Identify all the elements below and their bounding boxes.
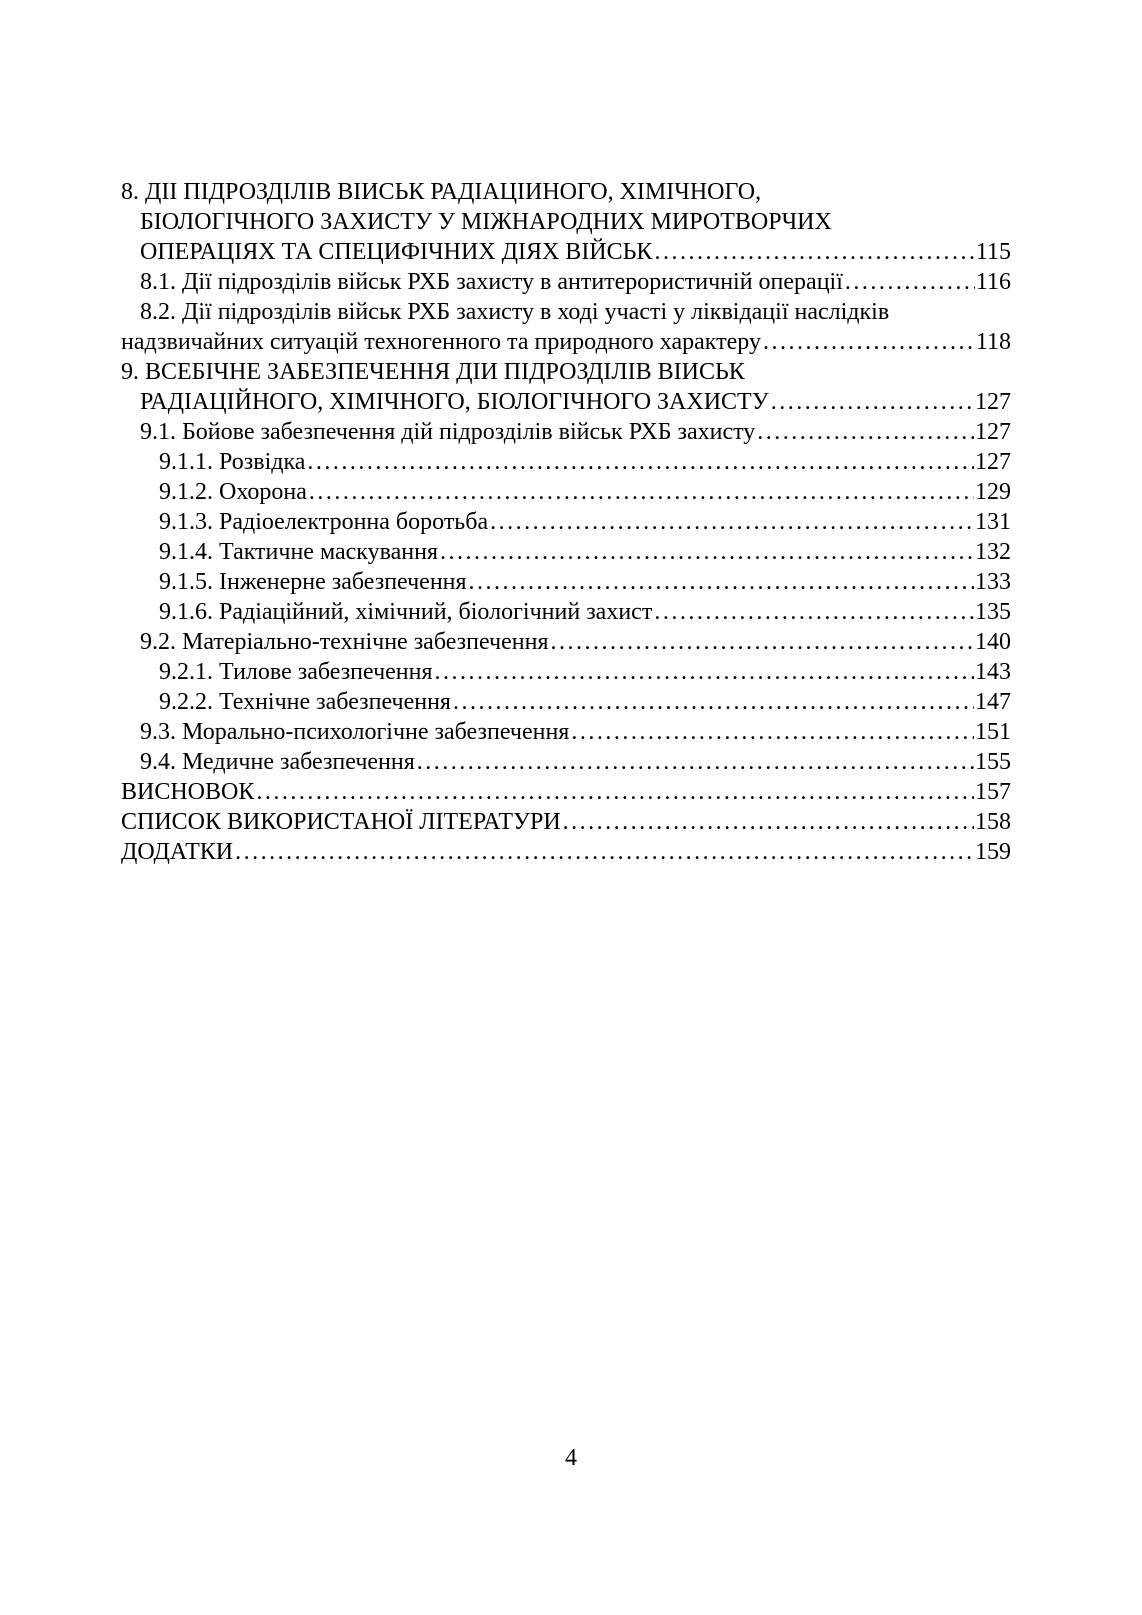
- toc-entry-line: [121, 717, 1011, 747]
- dot-leader: [235, 837, 974, 867]
- toc-entry-text: ОПЕРАЦІЯХ ТА СПЕЦИФІЧНИХ ДІЯХ ВІЙСЬК: [140, 239, 653, 265]
- toc-page-number: 129: [975, 479, 1011, 505]
- toc-entry-text: 9.1.5. Інженерне забезпечення: [159, 569, 467, 595]
- dot-leader: [256, 777, 974, 807]
- dot-leader: [771, 387, 974, 417]
- toc-entry-text: 8. ДІІ ПІДРОЗДІЛІВ ВІИСЬК РАДІАЦІИНОГО, ХІМІЧНОГО,: [121, 179, 762, 205]
- toc-page-number: 158: [975, 809, 1011, 835]
- toc-page-number: 127: [975, 389, 1011, 415]
- toc-page-number: 147: [975, 689, 1011, 715]
- dot-leader: [563, 807, 974, 837]
- toc-entry-line: [121, 627, 1011, 657]
- toc-entry-text: ВИСНОВОК: [121, 779, 255, 805]
- toc-entry-text: 9.2. Матеріально-технічне забезпечення: [140, 629, 549, 655]
- toc-entry-text: 9. ВСЕБІЧНЕ ЗАБЕЗПЕЧЕННЯ ДІИ ПІДРОЗДІЛІВ ВІИСЬК: [121, 359, 745, 385]
- dot-leader: [654, 237, 974, 267]
- toc-page-number: 135: [975, 599, 1011, 625]
- toc-page-number: 151: [975, 719, 1011, 745]
- toc-entry-text: 9.1.2. Охорона: [159, 479, 307, 505]
- page-number-footer: 4: [565, 1445, 577, 1471]
- toc-page-number: 159: [975, 839, 1011, 865]
- table-of-contents: [121, 177, 1011, 867]
- toc-entry-line: [121, 657, 1011, 687]
- toc-entry-text: 9.1.1. Розвідка: [159, 449, 306, 475]
- toc-entry-line: [121, 447, 1011, 477]
- toc-page-number: 127: [975, 449, 1011, 475]
- toc-entry-line: [121, 177, 1011, 207]
- toc-entry-line: [121, 417, 1011, 447]
- toc-entry-text: 9.2.1. Тилове забезпечення: [159, 659, 433, 685]
- toc-entry-line: [121, 327, 1011, 357]
- toc-page-number: 133: [975, 569, 1011, 595]
- dot-leader: [571, 717, 974, 747]
- toc-entry-text: 9.1.6. Радіаційний, хімічний, біологічний захист: [159, 599, 653, 625]
- toc-entry-line: [121, 837, 1011, 867]
- toc-entry-line: [121, 777, 1011, 807]
- dot-leader: [453, 687, 974, 717]
- toc-entry-text: надзвичайних ситуацій техногенного та природного характеру: [121, 329, 761, 355]
- dot-leader: [309, 477, 974, 507]
- toc-entry-line: [121, 597, 1011, 627]
- toc-entry-text: 9.4. Медичне забезпечення: [140, 749, 415, 775]
- dot-leader: [440, 537, 974, 567]
- dot-leader: [757, 417, 974, 447]
- dot-leader: [417, 747, 974, 777]
- dot-leader: [307, 447, 974, 477]
- toc-entry-line: [121, 687, 1011, 717]
- toc-entry-line: [121, 507, 1011, 537]
- toc-entry-line: [121, 237, 1011, 267]
- toc-page-number: 131: [975, 509, 1011, 535]
- dot-leader: [551, 627, 974, 657]
- toc-entry-line: [121, 297, 1011, 327]
- dot-leader: [654, 597, 974, 627]
- toc-entry-text: 8.2. Дії підрозділів військ РХБ захисту в ході участі у ліквідації наслідків: [140, 299, 890, 325]
- toc-entry-text: РАДІАЦІЙНОГО, ХІМІЧНОГО, БІОЛОГІЧНОГО ЗАХИСТУ: [140, 389, 769, 415]
- toc-entry-text: СПИСОК ВИКОРИСТАНОЇ ЛІТЕРАТУРИ: [121, 809, 561, 835]
- toc-entry-text: БІОЛОГІЧНОГО ЗАХИСТУ У МІЖНАРОДНИХ МИРОТВОРЧИХ: [140, 209, 832, 235]
- dot-leader: [763, 327, 975, 357]
- toc-entry-line: [121, 357, 1011, 387]
- toc-page-number: 157: [975, 779, 1011, 805]
- toc-page-number: 115: [975, 239, 1011, 265]
- toc-entry-line: [121, 807, 1011, 837]
- toc-entry-text: 9.3. Морально-психологічне забезпечення: [140, 719, 570, 745]
- toc-entry-text: ДОДАТКИ: [121, 839, 234, 865]
- toc-entry-line: [121, 567, 1011, 597]
- toc-page-number: 116: [975, 269, 1011, 295]
- toc-entry-text: 9.2.2. Технічне забезпечення: [159, 689, 451, 715]
- toc-entry-text: 9.1.4. Тактичне маскування: [159, 539, 438, 565]
- toc-entry-line: [121, 537, 1011, 567]
- dot-leader: [490, 507, 974, 537]
- toc-entry-text: 8.1. Дії підрозділів військ РХБ захисту в антитерористичній операції: [140, 269, 843, 295]
- toc-entry-line: [121, 387, 1011, 417]
- toc-entry-text: 9.1. Бойове забезпечення дій підрозділів військ РХБ захисту: [140, 419, 756, 445]
- toc-entry-line: [121, 267, 1011, 297]
- dot-leader: [845, 267, 975, 297]
- toc-page-number: 140: [975, 629, 1011, 655]
- toc-page-number: 143: [975, 659, 1011, 685]
- toc-entry-line: [121, 477, 1011, 507]
- toc-entry-text: 9.1.3. Радіоелектронна боротьба: [159, 509, 489, 535]
- toc-entry-line: [121, 207, 1011, 237]
- dot-leader: [435, 657, 974, 687]
- toc-page-number: 155: [975, 749, 1011, 775]
- toc-page-number: 127: [975, 419, 1011, 445]
- toc-entry-line: [121, 747, 1011, 777]
- toc-page-number: 118: [975, 329, 1011, 355]
- toc-page-number: 132: [975, 539, 1011, 565]
- dot-leader: [469, 567, 974, 597]
